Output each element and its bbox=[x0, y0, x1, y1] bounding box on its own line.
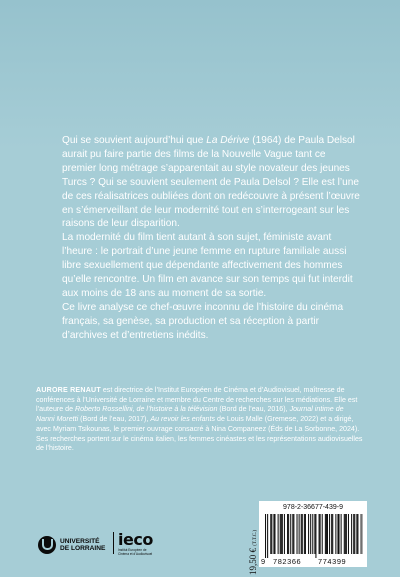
barcode-bar bbox=[346, 514, 347, 554]
barcode-bar bbox=[339, 514, 340, 554]
barcode-bar bbox=[357, 514, 358, 554]
ieco-subtitle: Institut Européen de Cinéma et d’Audiovisuel bbox=[118, 548, 153, 556]
barcode-bar bbox=[293, 514, 294, 554]
price-label: 19,50 € (T.T.C.) bbox=[248, 529, 258, 575]
barcode-bar bbox=[267, 514, 268, 558]
barcode-bar bbox=[281, 514, 282, 554]
barcode-bar bbox=[322, 514, 323, 554]
barcode-bar bbox=[292, 514, 293, 554]
barcode-bar bbox=[304, 514, 305, 554]
barcode-bar bbox=[297, 514, 298, 554]
barcode-bar bbox=[280, 514, 281, 554]
barcode-bar bbox=[331, 514, 332, 554]
barcode-bar bbox=[341, 514, 342, 554]
barcode-bar bbox=[320, 514, 321, 554]
blurb-paragraph-3: Ce livre analyse ce chef-œuvre inconnu de l’histoire du cinéma français, sa genèse, sa production et sa réception à partir d’archives et d’entretiens inédits. bbox=[62, 301, 344, 341]
barcode-bar bbox=[345, 514, 346, 554]
barcode-bar bbox=[325, 514, 326, 554]
barcode-bar bbox=[351, 514, 352, 554]
barcode-bar bbox=[271, 514, 272, 554]
barcode-bar bbox=[361, 514, 362, 554]
barcode-bar bbox=[344, 514, 345, 554]
barcode-bar bbox=[287, 514, 288, 554]
barcode-bar bbox=[353, 514, 354, 554]
barcode-bar bbox=[329, 514, 330, 554]
blurb-paragraph-1: Qui se souvient aujourd’hui que La Dérive (1964) de Paula Delsol aurait pu faire partie des films de la Nouvelle Vague tant ce premier long métrage s’apparentait au style novateur des jeunes Turcs ? Qui se souvient seulement de Paula Delsol ? Elle est l’une de ces réalisatrices oubliées dont on redécouvre à présent l’œuvre en s’émerveillant de leur modernité tout en s’interrogeant sur les raisons de leur disparition. bbox=[62, 135, 360, 230]
barcode-bars bbox=[263, 514, 363, 558]
author-name: AURORE RENAUT bbox=[36, 386, 101, 394]
blurb-paragraph-2: La modernité du film tient autant à son sujet, féministe avant l’heure : le portrait d’une jeune femme en rupture familiale aussi libre sexuellement que dépendante affectivement des hommes qu’elle rencontre. Un film en avance sur son temps qui fut interdit aux moins de 18 ans au moment de sa sortie. bbox=[62, 232, 353, 299]
isbn-number: 978-2-36677-439-9 bbox=[283, 504, 343, 511]
barcode-bar bbox=[288, 514, 289, 554]
barcode-bar bbox=[332, 514, 333, 554]
barcode-bar bbox=[326, 514, 327, 554]
barcode-bar bbox=[301, 514, 302, 554]
barcode-bar bbox=[315, 514, 316, 558]
barcode-bar bbox=[348, 514, 349, 554]
barcode-bar bbox=[299, 514, 300, 554]
ieco-wordmark: ieco bbox=[118, 530, 153, 549]
barcode-bar bbox=[319, 514, 320, 554]
barcode-bar bbox=[284, 514, 285, 554]
barcode-bar bbox=[305, 514, 306, 554]
cover-top-band bbox=[0, 0, 400, 150]
barcode-bar bbox=[282, 514, 283, 554]
barcode-bar bbox=[302, 514, 303, 554]
barcode-bar bbox=[356, 514, 357, 554]
author-work-title: Au revoir les enfants bbox=[150, 415, 216, 424]
barcode-bar bbox=[273, 514, 274, 554]
barcode-bar bbox=[310, 514, 311, 554]
back-cover-blurb bbox=[62, 134, 362, 343]
barcode-bar bbox=[274, 514, 275, 554]
barcode-bar bbox=[354, 514, 355, 554]
ieco-divider bbox=[113, 532, 114, 554]
ieco-logo bbox=[113, 532, 158, 556]
barcode-bar bbox=[335, 514, 336, 554]
author-work-title: Roberto Rossellini, de l’histoire à la télévision bbox=[75, 405, 218, 414]
barcode-bar bbox=[327, 514, 328, 554]
universite-logo-mark-icon bbox=[38, 536, 56, 554]
barcode-bar bbox=[314, 514, 315, 554]
universite-de-lorraine-logo: UNIVERSITÉ DE LORRAINE bbox=[38, 535, 105, 555]
author-work-title: Journal intime de Nanni Moretti bbox=[36, 405, 344, 424]
barcode-bar bbox=[265, 514, 266, 558]
author-bio: AURORE RENAUT est directrice de l’Institut Européen de Cinéma et d’Audiovisuel, maîtresse de conférences à l’Université de Lorraine et membre du Centre de recherches sur les médiations. Elle est l’auteure de Roberto Rossellini, de l’histoire à la télévision (Bord de l’eau, 2016), Journal intime de Nanni Moretti (Bord de l’eau, 2017), Au revoir les enfants de Louis Malle (Gremese, 2022) et a dirigé, avec Myriam Tsikounas, le premier ouvrage consacré à Nina Companeez (Éds de La Sorbonne, 2024). Ses recherches portent sur le cinéma italien, les femmes cinéastes et les représentations audiovisuelles de l’histoire. bbox=[36, 386, 363, 453]
barcode-bar bbox=[270, 514, 271, 554]
barcode-bar bbox=[308, 514, 309, 554]
barcode-bar bbox=[312, 514, 313, 554]
isbn-barcode: 978-2-36677-439-9 9 782366 774399 bbox=[259, 501, 367, 567]
film-title: La Dérive bbox=[206, 135, 250, 146]
barcode-bar bbox=[278, 514, 279, 554]
barcode-bar bbox=[337, 514, 338, 554]
barcode-bar bbox=[290, 514, 291, 554]
